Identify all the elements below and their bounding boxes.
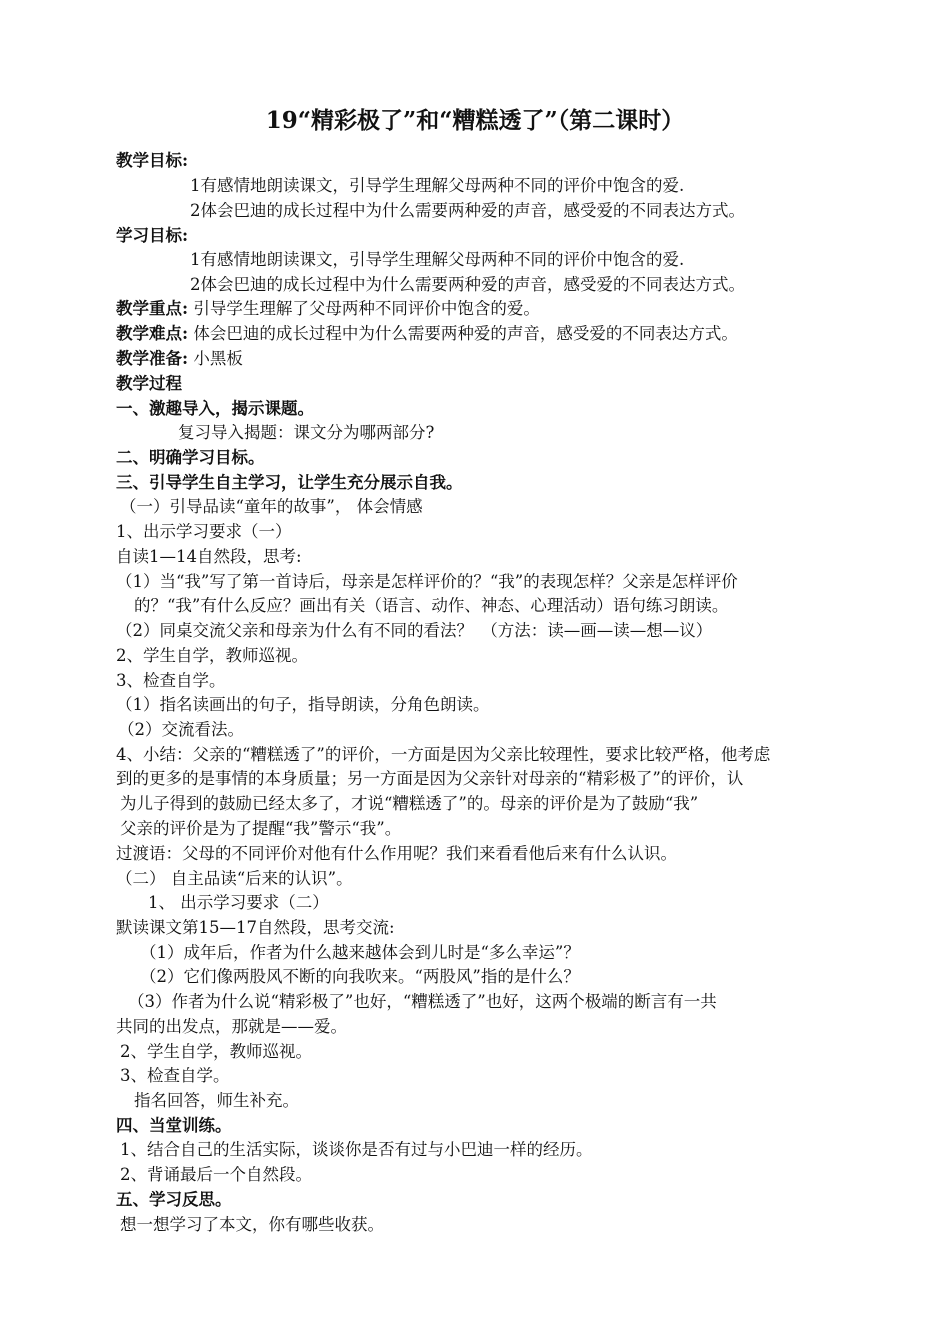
- question-1-line-1: （1）当“我”写了第一首诗后，母亲是怎样评价的？“我”的表现怎样？父亲是怎样评价: [116, 572, 738, 591]
- preparation-line: [116, 347, 243, 371]
- requirement-1-instruction: 自读1—14自然段，思考:: [116, 547, 302, 566]
- requirement-1-heading: 1、出示学习要求（一）: [116, 522, 292, 541]
- preparation-label: 教学准备:: [116, 349, 189, 368]
- question-2-3-line-2: 共同的出发点，那就是——爱。: [116, 1017, 347, 1036]
- teaching-goal-2: 2体会巴迪的成长过程中为什么需要两种爱的声音，感受爱的不同表达方式。: [190, 201, 745, 220]
- lesson-title: 19“精彩极了”和“糟糕透了”（第二课时）: [265, 107, 685, 134]
- subsection-1-heading: （一）引导品读“童年的故事”， 体会情感: [120, 497, 423, 516]
- step-3: 3、检查自学。: [116, 671, 226, 690]
- requirement-2-instruction: 默读课文第15—17自然段，思考交流:: [116, 918, 395, 937]
- learning-goals-heading: 学习目标:: [116, 226, 189, 245]
- teaching-goal-1: 1有感情地朗读课文，引导学生理解父母两种不同的评价中饱含的爱.: [190, 176, 685, 195]
- difficulty-text: 体会巴迪的成长过程中为什么需要两种爱的声音，感受爱的不同表达方式。: [193, 324, 738, 343]
- difficulty-line: [116, 322, 738, 346]
- summary-line-2: 到的更多的是事情的本身质量；另一方面是因为父亲针对母亲的“精彩极了”的评价，认: [116, 769, 744, 788]
- reflection-text: 想一想学习了本文，你有哪些收获。: [120, 1215, 384, 1234]
- step-3-item-2: （2）交流看法。: [118, 720, 244, 739]
- step-3-item-1: （1）指名读画出的句子，指导朗读，分角色朗读。: [116, 695, 490, 714]
- step-2: 2、学生自学，教师巡视。: [116, 646, 308, 665]
- key-point-label: 教学重点:: [116, 299, 189, 318]
- question-2: （2）同桌交流父亲和母亲为什么有不同的看法？ （方法：读—画—读—想—议）: [116, 621, 713, 640]
- transition-text: 过渡语：父母的不同评价对他有什么作用呢？我们来看看他后来有什么认识。: [116, 844, 677, 863]
- section-1-heading: 一、激趣导入，揭示课题。: [116, 399, 314, 418]
- preparation-text: 小黑板: [193, 349, 243, 368]
- step-2b: 2、学生自学，教师巡视。: [120, 1042, 312, 1061]
- section-3-heading: 三、引导学生自主学习，让学生充分展示自我。: [116, 473, 463, 492]
- exercise-1: 1、结合自己的生活实际，谈谈你是否有过与小巴迪一样的经历。: [120, 1140, 593, 1159]
- section-2-heading: 二、明确学习目标。: [116, 448, 265, 467]
- exercise-2: 2、背诵最后一个自然段。: [120, 1165, 312, 1184]
- step-3b: 3、检查自学。: [120, 1066, 230, 1085]
- key-point-text: 引导学生理解了父母两种不同评价中饱含的爱。: [193, 299, 540, 318]
- section-4-heading: 四、当堂训练。: [116, 1116, 232, 1135]
- section-5-heading: 五、学习反思。: [116, 1190, 232, 1209]
- summary-line-1: 4、小结：父亲的“糟糕透了”的评价，一方面是因为父亲比较理性，要求比较严格，他考虑: [116, 745, 771, 764]
- key-point-line: [116, 297, 540, 321]
- process-heading: 教学过程: [116, 374, 182, 393]
- question-2-2: （2）它们像两股风不断的向我吹来。“两股风”指的是什么？: [140, 967, 580, 986]
- question-1-line-2: 的？“我”有什么反应？画出有关（语言、动作、神态、心理活动）语句练习朗读。: [134, 596, 729, 615]
- question-2-3-line-1: （3）作者为什么说“精彩极了”也好，“糟糕透了”也好，这两个极端的断言有一共: [128, 992, 717, 1011]
- learning-goal-1: 1有感情地朗读课文，引导学生理解父母两种不同的评价中饱含的爱.: [190, 250, 685, 269]
- section-1-text: 复习导入揭题：课文分为哪两部分?: [178, 423, 435, 442]
- learning-goal-2: 2体会巴迪的成长过程中为什么需要两种爱的声音，感受爱的不同表达方式。: [190, 275, 745, 294]
- subsection-2-heading: （二） 自主品读“后来的认识”。: [116, 869, 353, 888]
- difficulty-label: 教学难点:: [116, 324, 189, 343]
- summary-line-3: 为儿子得到的鼓励已经太多了，才说“糟糕透了”的。母亲的评价是为了鼓励“我”: [120, 794, 699, 813]
- summary-line-4: 父亲的评价是为了提醒“我”警示“我”。: [120, 819, 402, 838]
- question-2-1: （1）成年后，作者为什么越来越体会到儿时是“多么幸运”？: [140, 943, 580, 962]
- step-3b-text: 指名回答，师生补充。: [134, 1091, 299, 1110]
- teaching-goals-heading: 教学目标:: [116, 151, 189, 170]
- requirement-2-heading: 1、 出示学习要求（二）: [148, 893, 329, 912]
